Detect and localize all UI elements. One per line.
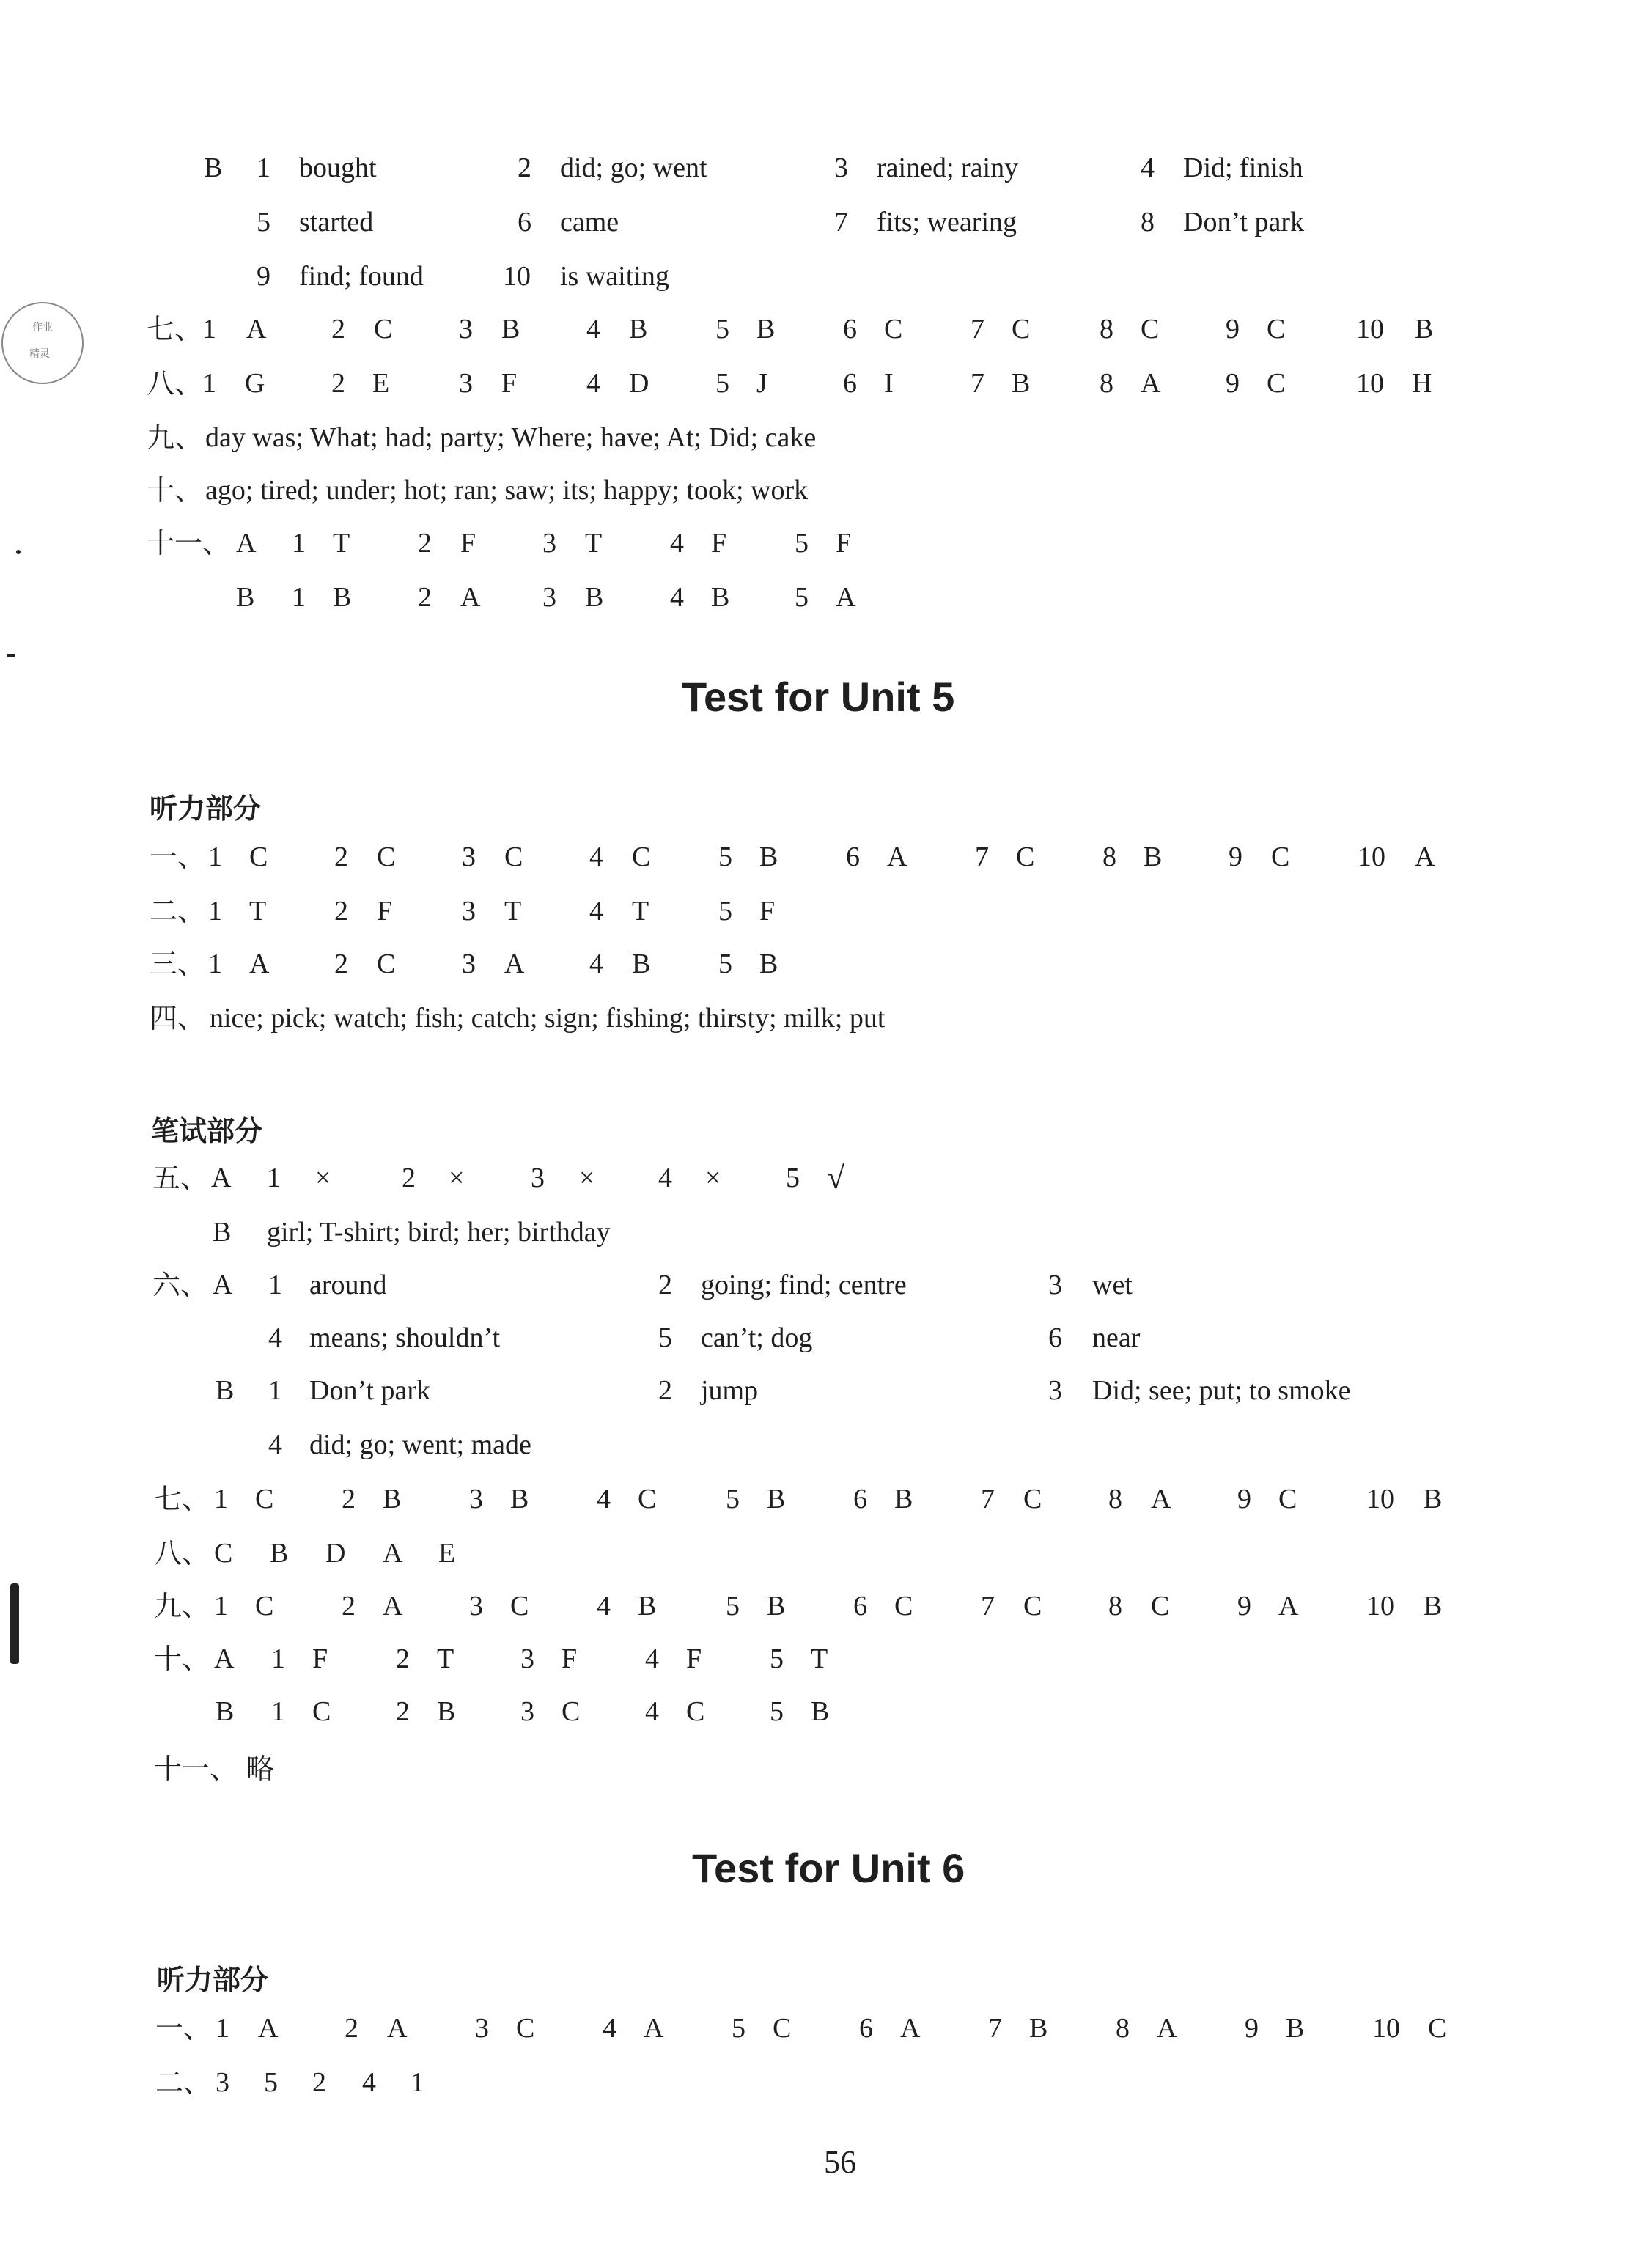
u5-question-8-row: 八、 C B D A E <box>154 1537 456 1569</box>
question-9-row: 九、 day was; What; had; party; Where; have; At; Did; cake <box>147 421 817 454</box>
question-11b-row: B 1 B 2 A 3 B 4 B 5 A <box>236 582 856 613</box>
u5-question-10a-row: 十、 A 1 F 2 T 3 F 4 F 5 T <box>154 1643 828 1675</box>
top-b-row-3: 9 find; found 10 is waiting <box>257 261 669 292</box>
unit-5-listening-heading: 听力部分 <box>150 792 262 825</box>
u5-question-1-row: 一、 1 C 2 C 3 C 4 C 5 B 6 A 7 C 8 B 9 C 10 A <box>150 841 1435 873</box>
u5-question-7-row: 七、 1 C 2 B 3 B 4 C 5 B 6 B 7 C 8 A 9 C 10 B <box>154 1483 1443 1515</box>
u5-question-9-row: 九、 1 C 2 A 3 C 4 B 5 B 6 C 7 C 8 C 9 A 10 B <box>154 1590 1443 1622</box>
unit-5-written-heading: 笔试部分 <box>151 1115 263 1147</box>
top-b-row-2: 5 started 6 came 7 fits; wearing 8 Don’t park <box>257 207 1304 238</box>
unit-6-listening-heading: 听力部分 <box>157 1964 269 1996</box>
page-number: 56 <box>824 2144 856 2180</box>
stamp-seal: 作业 精灵 <box>1 302 84 384</box>
unit-5-title: Test for Unit 5 <box>682 674 955 720</box>
u6-question-1-row: 一、 1 A 2 A 3 C 4 A 5 C 6 A 7 B 8 A 9 B 10 C <box>155 2012 1447 2044</box>
unit-6-title: Test for Unit 6 <box>692 1845 965 1891</box>
u5-question-6a-row-1: 六、 A 1 around 2 going; find; centre 3 wet <box>152 1269 1133 1301</box>
question-7-row: 七、 1 A 2 C 3 B 4 B 5 B 6 C 7 C 8 C 9 C 10 B <box>147 313 1434 345</box>
u5-question-6a-row-2: 4 means; shouldn’t 5 can’t; dog 6 near <box>268 1322 1141 1353</box>
u5-question-3-row: 三、 1 A 2 C 3 A 4 B 5 B <box>150 948 778 980</box>
u6-question-2-row: 二、 3 5 2 4 1 <box>155 2066 424 2099</box>
u5-question-4-row: 四、 nice; pick; watch; fish; catch; sign; fishing; thirsty; milk; put <box>150 1002 886 1034</box>
u5-question-11-row: 十一、 略 <box>154 1753 275 1785</box>
u5-question-5a-row: 五、 A 1 × 2 × 3 × 4 × 5 √ <box>152 1160 845 1196</box>
top-b-row-1: B 1 bought 2 did; go; went 3 rained; rainy 4 Did; finish <box>0 150 1642 194</box>
u5-question-5b-row: B girl; T-shirt; bird; her; birthday <box>213 1217 611 1248</box>
question-10-row: 十、 ago; tired; under; hot; ran; saw; its; happy; took; work <box>147 474 809 507</box>
question-8-row: 八、 1 G 2 E 3 F 4 D 5 J 6 I 7 B 8 A 9 C 10 H <box>147 367 1432 400</box>
b-label: B <box>204 152 223 183</box>
u5-question-6b-row-1: B 1 Don’t park 2 jump 3 Did; see; put; to smoke <box>216 1375 1351 1406</box>
u5-question-10b-row: B 1 C 2 B 3 C 4 C 5 B <box>216 1696 830 1727</box>
u5-question-6b-row-2: 4 did; go; went; made <box>268 1429 531 1460</box>
scan-speck <box>7 654 15 657</box>
u5-question-2-row: 二、 1 T 2 F 3 T 4 T 5 F <box>150 895 776 927</box>
question-11a-row: 十一、 A 1 T 2 F 3 T 4 F 5 F <box>147 527 852 559</box>
